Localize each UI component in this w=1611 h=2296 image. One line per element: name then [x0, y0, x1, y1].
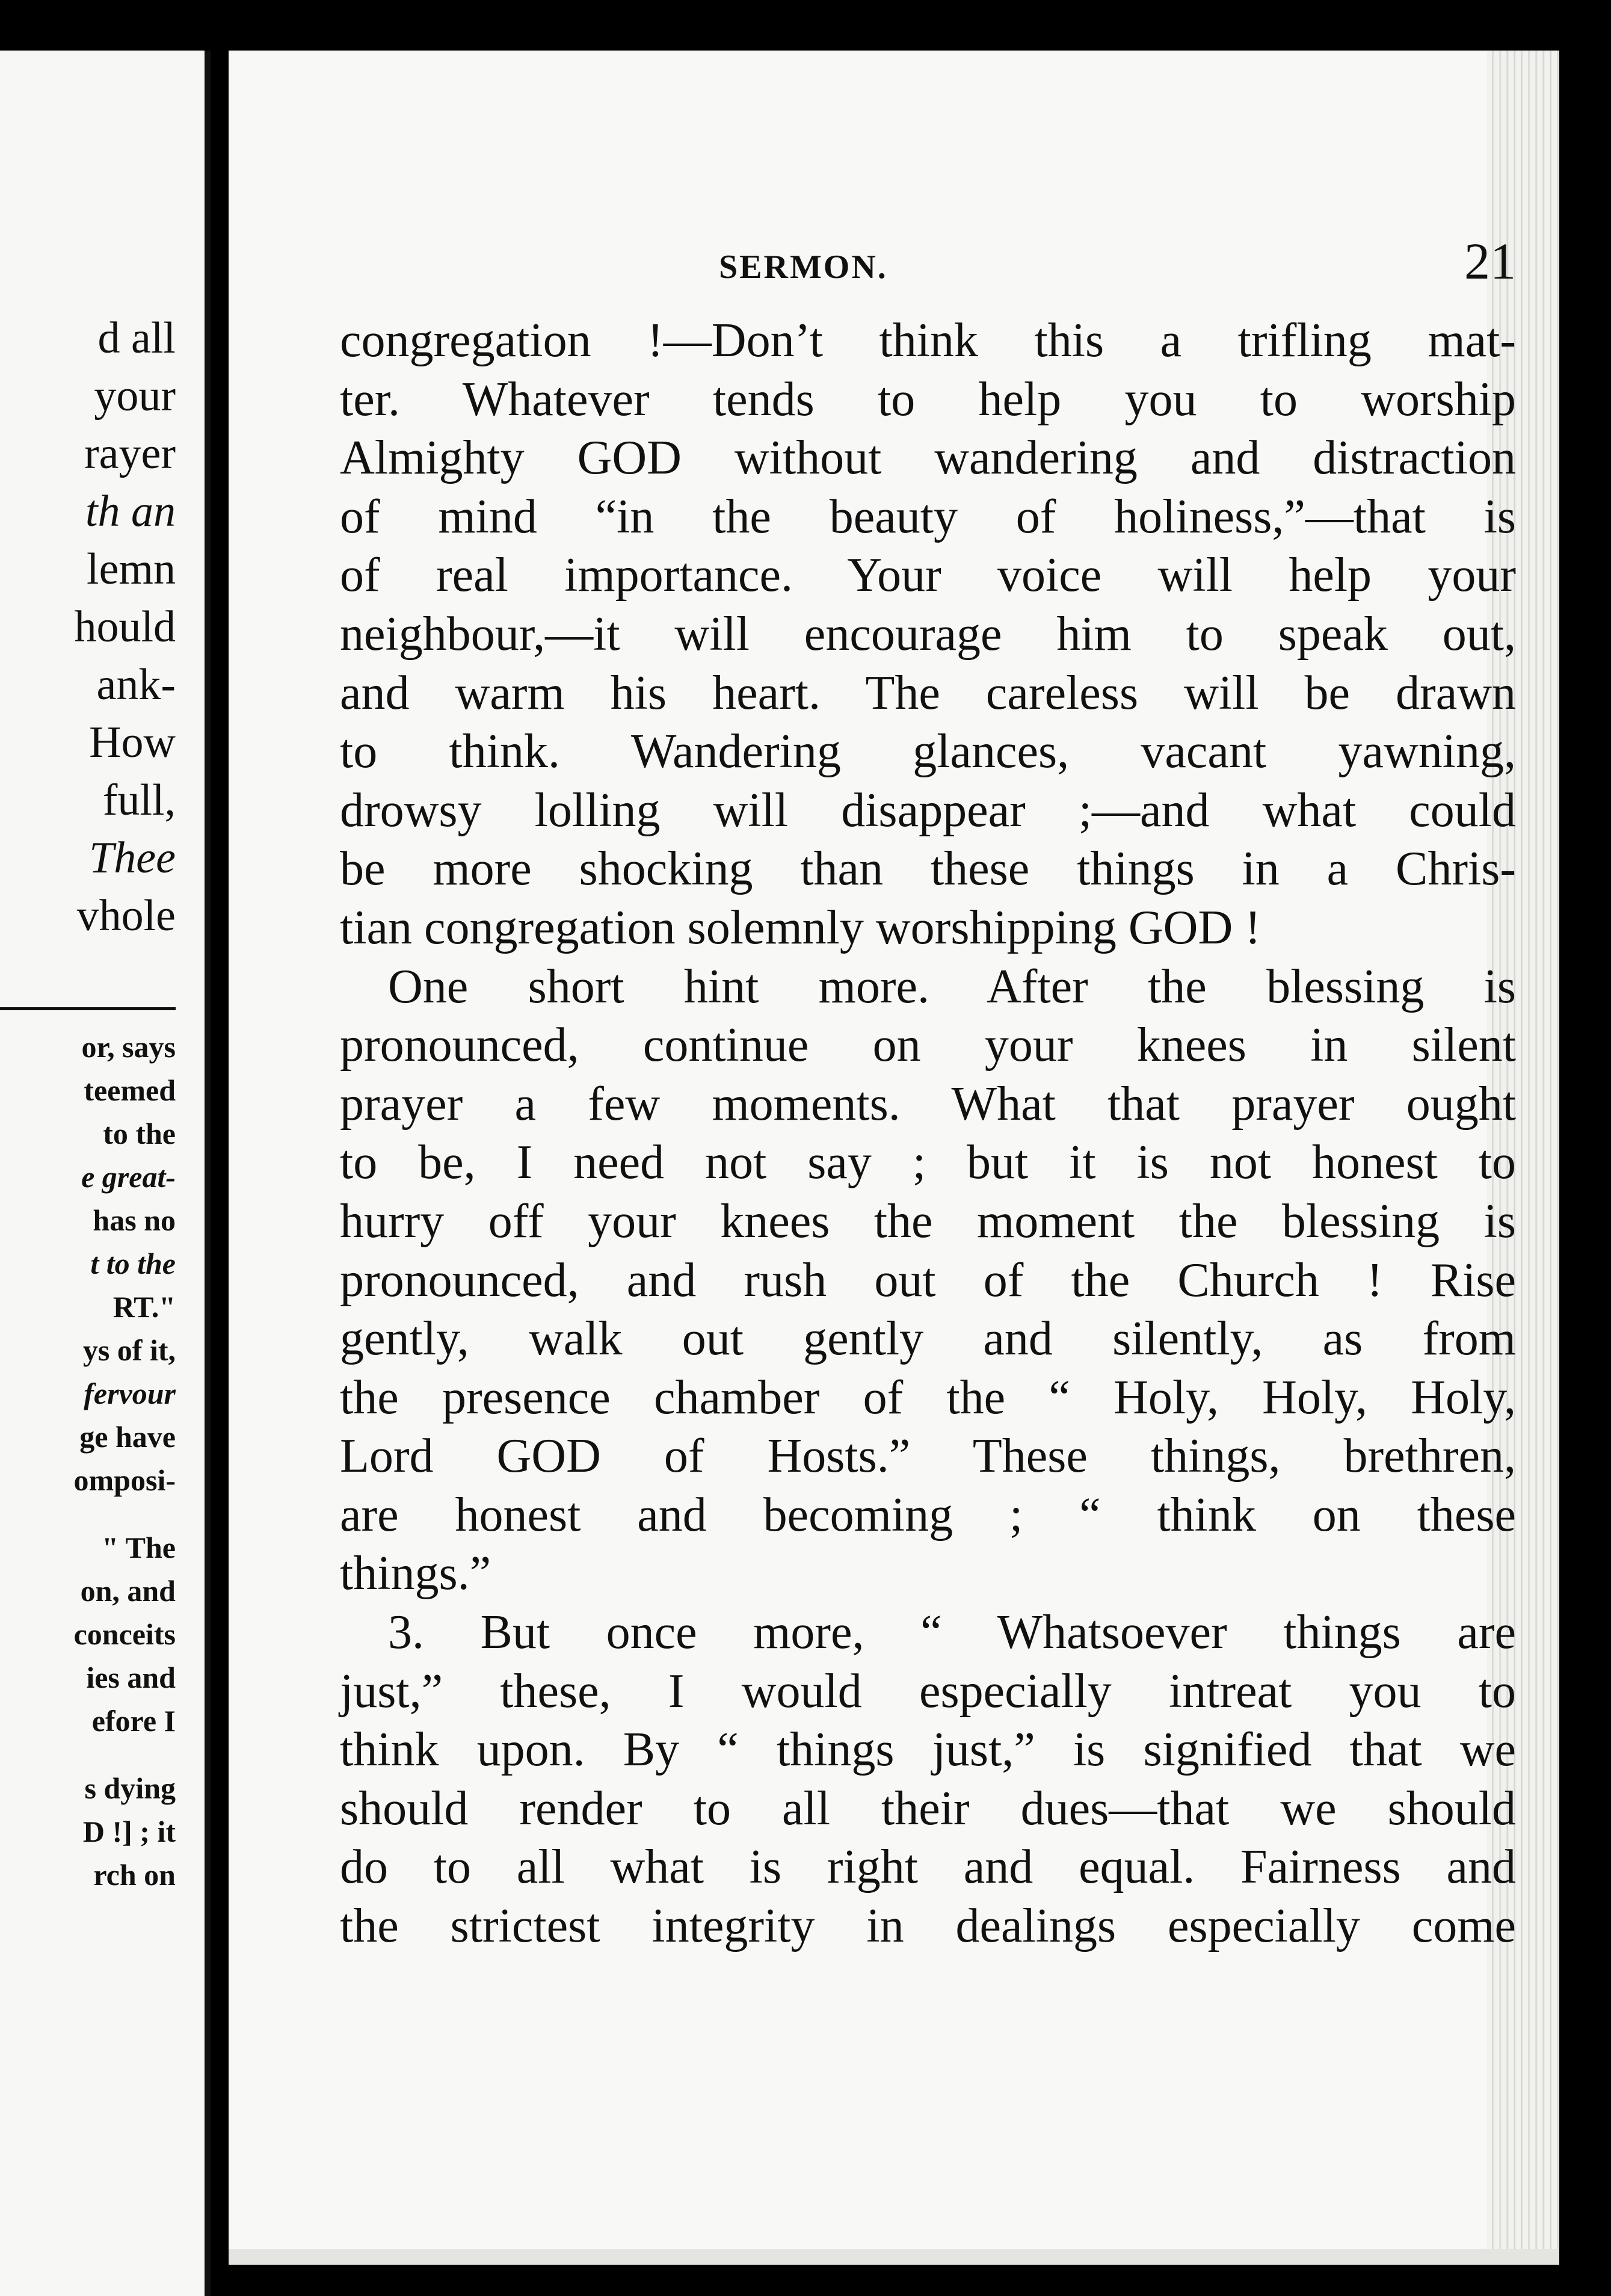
- previous-page-line: d all: [97, 313, 176, 363]
- footnote-line: [74, 1502, 176, 1526]
- text-line: of real importance. Your voice will help your: [340, 549, 1516, 602]
- footnote-line: rch on: [93, 1858, 176, 1892]
- running-head: [343, 231, 1516, 297]
- previous-page-line: th an: [85, 487, 176, 536]
- footnote-line: s dying: [84, 1771, 176, 1805]
- text-line: 3. But once more, “ Whatsoever things are: [388, 1606, 1516, 1659]
- previous-page-line: vhole: [76, 891, 176, 940]
- footnote-line: teemed: [84, 1073, 176, 1107]
- footnote-line: " The: [102, 1531, 176, 1564]
- previous-page-line: your: [94, 371, 176, 421]
- sermon-text: [340, 312, 1516, 1956]
- page-number: 21: [1464, 232, 1516, 290]
- text-line: gently, walk out gently and silently, as from: [340, 1312, 1516, 1366]
- previous-page-fragment: [0, 51, 211, 2296]
- footnote-line: conceits: [73, 1617, 176, 1651]
- text-line: neighbour,—it will encourage him to speak out,: [340, 607, 1516, 661]
- text-line: think upon. By “ things just,” is signified that we: [340, 1723, 1516, 1777]
- text-line: drowsy lolling will disappear ;—and what could: [340, 783, 1516, 837]
- footnote-line: ies and: [86, 1661, 176, 1694]
- footnote-line: D !] ; it: [82, 1815, 176, 1848]
- text-line: are honest and becoming ; “ think on these: [340, 1488, 1516, 1541]
- book-page: [229, 51, 1559, 2265]
- previous-page-line: lemn: [87, 545, 176, 594]
- text-line: pronounced, continue on your knees in silent: [340, 1019, 1516, 1072]
- text-line: just,” these, I would especially intreat you to: [340, 1664, 1516, 1718]
- text-line: prayer a few moments. What that prayer ought: [340, 1077, 1516, 1131]
- previous-page-line: hould: [74, 602, 176, 652]
- footnote-line: efore I: [91, 1704, 176, 1738]
- text-line: hurry off your knees the moment the blessing is: [340, 1194, 1516, 1248]
- text-line: pronounced, and rush out of the Church ! Rise: [340, 1253, 1516, 1307]
- text-line: Almighty GOD without wandering and distraction: [340, 431, 1516, 485]
- text-line: congregation !—Don’t think this a trifling mat-: [340, 314, 1516, 367]
- running-title: SERMON.: [719, 248, 888, 286]
- footnote-line: ge have: [79, 1420, 176, 1454]
- page-gutter-shadow: [205, 51, 211, 2296]
- previous-page-line: How: [89, 718, 176, 767]
- text-line: Lord GOD of Hosts.” These things, brethren,: [340, 1430, 1516, 1483]
- previous-page-footnotes: [74, 1025, 176, 1896]
- footnote-line: fervour: [84, 1377, 176, 1410]
- footnote-line: ys of it,: [82, 1333, 176, 1367]
- page-bottom-edge: [229, 2249, 1559, 2265]
- text-line: the strictest integrity in dealings especially come: [340, 1899, 1516, 1953]
- previous-page-line: Thee: [89, 833, 176, 883]
- previous-page-body: [74, 309, 176, 945]
- text-line: things.”: [340, 1547, 491, 1600]
- footnote-line: e great-: [81, 1160, 176, 1194]
- text-line: of mind “in the beauty of holiness,”—that is: [340, 490, 1516, 543]
- text-line: be more shocking than these things in a Chris-: [340, 842, 1516, 896]
- footnote-line: omposi-: [73, 1463, 176, 1497]
- footnote-line: on, and: [80, 1574, 176, 1608]
- text-line: One short hint more. After the blessing is: [388, 960, 1516, 1013]
- previous-page-line: ank-: [96, 660, 176, 709]
- footnote-rule: [0, 1007, 176, 1010]
- footnote-line: t to the: [90, 1247, 176, 1280]
- text-line: to think. Wandering glances, vacant yawning,: [340, 725, 1516, 779]
- previous-page-line: rayer: [84, 429, 176, 478]
- footnote-line: [74, 1742, 176, 1767]
- footnote-line: to the: [103, 1117, 176, 1150]
- text-line: ter. Whatever tends to help you to worship: [340, 372, 1516, 426]
- text-line: tian congregation solemnly worshipping GOD !: [340, 901, 1261, 954]
- text-line: to be, I need not say ; but it is not honest to: [340, 1136, 1516, 1190]
- footnote-line: has no: [93, 1203, 176, 1237]
- text-line: do to all what is right and equal. Fairness and: [340, 1841, 1516, 1894]
- text-line: and warm his heart. The careless will be drawn: [340, 666, 1516, 720]
- text-line: should render to all their dues—that we should: [340, 1782, 1516, 1835]
- footnote-line: or, says: [81, 1030, 176, 1064]
- text-line: the presence chamber of the “ Holy, Holy, Holy,: [340, 1371, 1516, 1424]
- footnote-line: RT.": [112, 1290, 176, 1324]
- previous-page-line: full,: [102, 776, 176, 825]
